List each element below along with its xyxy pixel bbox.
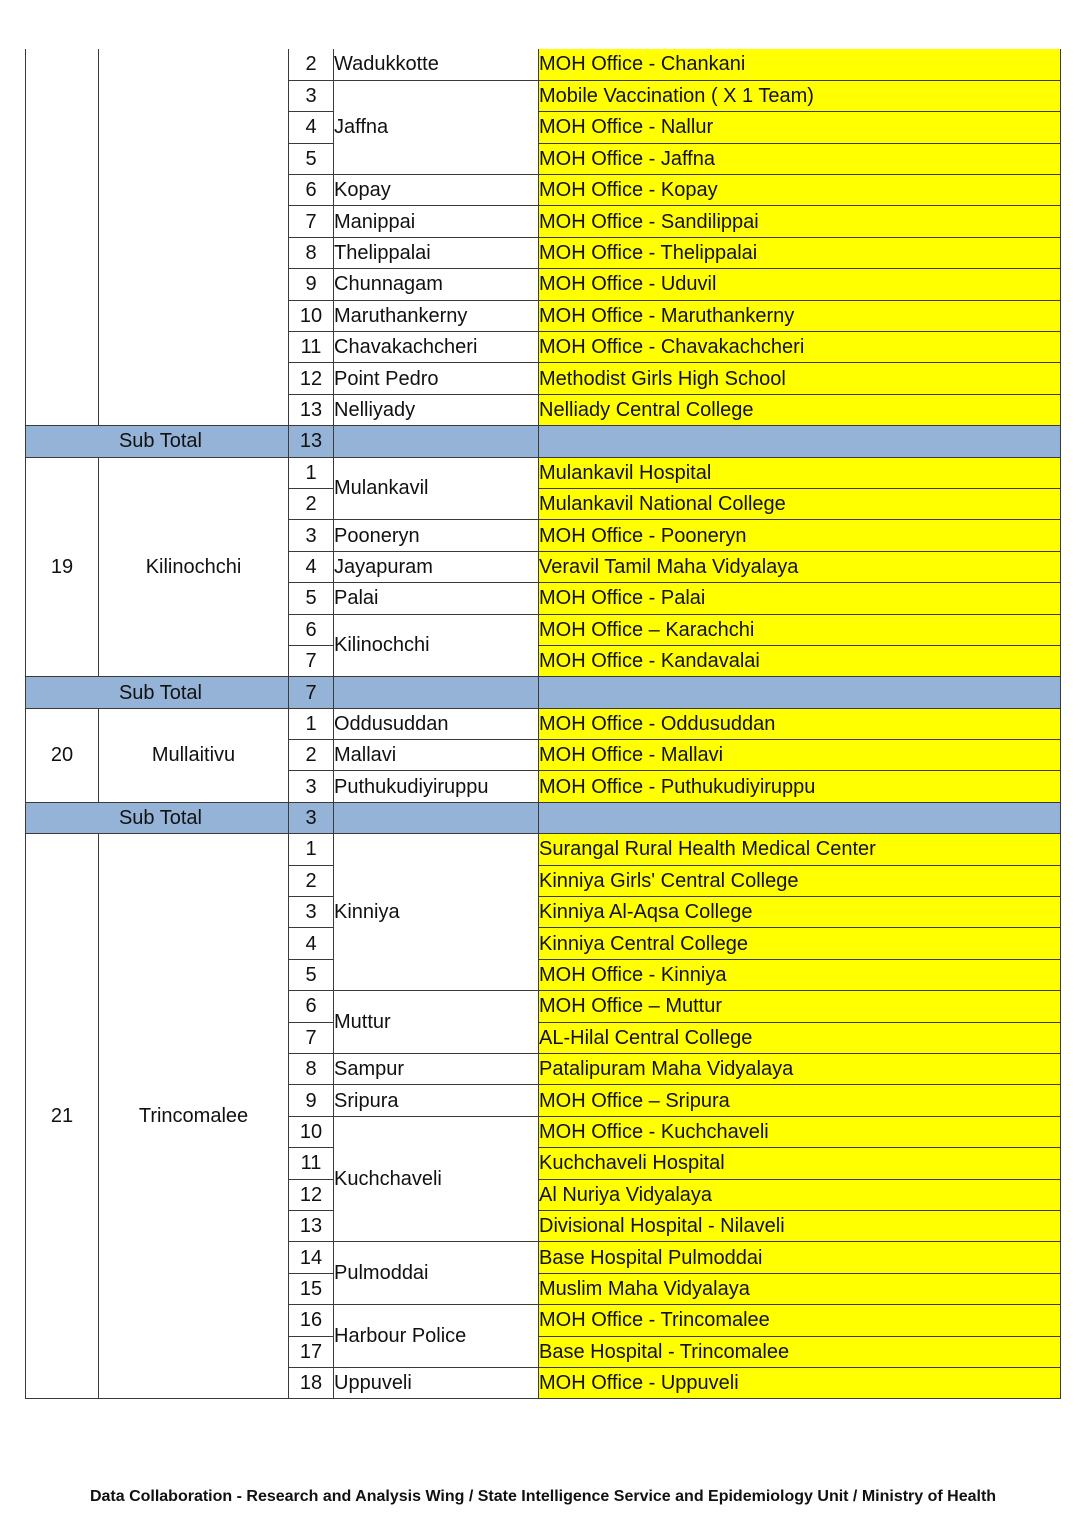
serial-number: 2 (289, 49, 334, 80)
vaccination-site: MOH Office - Uduvil (539, 269, 1061, 300)
serial-number: 3 (289, 771, 334, 802)
table-row (26, 457, 1061, 488)
table-row (26, 49, 1061, 80)
serial-number: 1 (289, 457, 334, 488)
vaccination-site: MOH Office - Kuchchaveli (539, 1116, 1061, 1147)
serial-number: 12 (289, 363, 334, 394)
moh-area: Muttur (334, 991, 539, 1054)
vaccination-site: MOH Office – Muttur (539, 991, 1061, 1022)
moh-area: Harbour Police (334, 1305, 539, 1368)
moh-area: Kopay (334, 175, 539, 206)
moh-area: Jaffna (334, 80, 539, 174)
serial-number: 17 (289, 1336, 334, 1367)
serial-number: 5 (289, 143, 334, 174)
subtotal-count: 3 (289, 802, 334, 833)
vaccination-centres-table (25, 49, 1061, 1399)
serial-number: 3 (289, 520, 334, 551)
serial-number: 16 (289, 1305, 334, 1336)
subtotal-blank (334, 677, 539, 708)
serial-number: 15 (289, 1273, 334, 1304)
subtotal-label: Sub Total (26, 426, 289, 457)
subtotal-blank (334, 426, 539, 457)
serial-number: 12 (289, 1179, 334, 1210)
serial-number: 2 (289, 740, 334, 771)
serial-number: 7 (289, 645, 334, 676)
moh-area: Chunnagam (334, 269, 539, 300)
serial-number: 9 (289, 1085, 334, 1116)
subtotal-row (26, 802, 1061, 833)
subtotal-count: 7 (289, 677, 334, 708)
moh-area: Nelliyady (334, 394, 539, 425)
table-row (26, 834, 1061, 865)
vaccination-site: Muslim Maha Vidyalaya (539, 1273, 1061, 1304)
moh-area: Wadukkotte (334, 49, 539, 80)
moh-area: Jayapuram (334, 551, 539, 582)
serial-number: 13 (289, 394, 334, 425)
vaccination-site: Mulankavil National College (539, 488, 1061, 519)
moh-area: Pulmoddai (334, 1242, 539, 1305)
serial-number: 3 (289, 897, 334, 928)
moh-area: Manippai (334, 206, 539, 237)
moh-area: Palai (334, 583, 539, 614)
vaccination-site: MOH Office - Uppuveli (539, 1367, 1061, 1398)
serial-number: 7 (289, 1022, 334, 1053)
serial-number: 8 (289, 1054, 334, 1085)
serial-number: 4 (289, 112, 334, 143)
vaccination-site: MOH Office - Jaffna (539, 143, 1061, 174)
serial-number: 11 (289, 332, 334, 363)
subtotal-blank (539, 802, 1061, 833)
subtotal-row (26, 677, 1061, 708)
subtotal-row (26, 426, 1061, 457)
subtotal-blank (539, 677, 1061, 708)
vaccination-site: Methodist Girls High School (539, 363, 1061, 394)
vaccination-site: MOH Office - Kinniya (539, 959, 1061, 990)
serial-number: 8 (289, 237, 334, 268)
moh-area: Kilinochchi (334, 614, 539, 677)
district-name (99, 49, 289, 426)
subtotal-blank (539, 426, 1061, 457)
moh-area: Chavakachcheri (334, 332, 539, 363)
vaccination-site: Kinniya Central College (539, 928, 1061, 959)
district-name: Trincomalee (99, 834, 289, 1399)
moh-area: Sampur (334, 1054, 539, 1085)
vaccination-site: Kinniya Girls' Central College (539, 865, 1061, 896)
table-row (26, 708, 1061, 739)
vaccination-site: MOH Office - Oddusuddan (539, 708, 1061, 739)
moh-area: Kinniya (334, 834, 539, 991)
vaccination-site: MOH Office - Puthukudiyiruppu (539, 771, 1061, 802)
vaccination-site: MOH Office - Palai (539, 583, 1061, 614)
serial-number: 5 (289, 959, 334, 990)
serial-number: 6 (289, 175, 334, 206)
district-number: 21 (26, 834, 99, 1399)
vaccination-site: MOH Office - Nallur (539, 112, 1061, 143)
vaccination-site: MOH Office - Sandilippai (539, 206, 1061, 237)
subtotal-label: Sub Total (26, 677, 289, 708)
vaccination-site: MOH Office - Mallavi (539, 740, 1061, 771)
moh-area: Oddusuddan (334, 708, 539, 739)
vaccination-site: MOH Office - Thelippalai (539, 237, 1061, 268)
serial-number: 14 (289, 1242, 334, 1273)
serial-number: 11 (289, 1148, 334, 1179)
vaccination-site: MOH Office - Chankani (539, 49, 1061, 80)
serial-number: 18 (289, 1367, 334, 1398)
district-name: Mullaitivu (99, 708, 289, 802)
serial-number: 9 (289, 269, 334, 300)
footer-credit: Data Collaboration - Research and Analysis Wing / State Intelligence Service and Epidemiology Unit / Ministry of Health (89, 1488, 997, 1505)
vaccination-site: Mobile Vaccination ( X 1 Team) (539, 80, 1061, 111)
vaccination-site: AL-Hilal Central College (539, 1022, 1061, 1053)
serial-number: 5 (289, 583, 334, 614)
subtotal-label: Sub Total (26, 802, 289, 833)
serial-number: 2 (289, 488, 334, 519)
serial-number: 10 (289, 1116, 334, 1147)
serial-number: 1 (289, 708, 334, 739)
moh-area: Kuchchaveli (334, 1116, 539, 1242)
vaccination-site: MOH Office – Sripura (539, 1085, 1061, 1116)
vaccination-site: Base Hospital - Trincomalee (539, 1336, 1061, 1367)
serial-number: 6 (289, 991, 334, 1022)
subtotal-blank (334, 802, 539, 833)
vaccination-site: MOH Office - Kandavalai (539, 645, 1061, 676)
moh-area: Maruthankerny (334, 300, 539, 331)
moh-area: Sripura (334, 1085, 539, 1116)
serial-number: 13 (289, 1210, 334, 1241)
vaccination-site: MOH Office - Kopay (539, 175, 1061, 206)
serial-number: 3 (289, 80, 334, 111)
serial-number: 2 (289, 865, 334, 896)
serial-number: 4 (289, 928, 334, 959)
vaccination-site: Base Hospital Pulmoddai (539, 1242, 1061, 1273)
moh-area: Point Pedro (334, 363, 539, 394)
vaccination-site: Veravil Tamil Maha Vidyalaya (539, 551, 1061, 582)
moh-area: Puthukudiyiruppu (334, 771, 539, 802)
district-number: 20 (26, 708, 99, 802)
vaccination-site: Kinniya Al-Aqsa College (539, 897, 1061, 928)
moh-area: Mallavi (334, 740, 539, 771)
district-name: Kilinochchi (99, 457, 289, 677)
vaccination-site: Kuchchaveli Hospital (539, 1148, 1061, 1179)
vaccination-site: Patalipuram Maha Vidyalaya (539, 1054, 1061, 1085)
vaccination-site: Nelliady Central College (539, 394, 1061, 425)
serial-number: 6 (289, 614, 334, 645)
vaccination-site: MOH Office – Karachchi (539, 614, 1061, 645)
vaccination-site: MOH Office - Chavakachcheri (539, 332, 1061, 363)
table-body (26, 49, 1061, 1399)
vaccination-site: MOH Office - Maruthankerny (539, 300, 1061, 331)
vaccination-site: Al Nuriya Vidyalaya (539, 1179, 1061, 1210)
moh-area: Mulankavil (334, 457, 539, 520)
subtotal-count: 13 (289, 426, 334, 457)
moh-area: Thelippalai (334, 237, 539, 268)
serial-number: 1 (289, 834, 334, 865)
moh-area: Pooneryn (334, 520, 539, 551)
district-number: 19 (26, 457, 99, 677)
serial-number: 7 (289, 206, 334, 237)
vaccination-site: MOH Office - Pooneryn (539, 520, 1061, 551)
vaccination-site: Mulankavil Hospital (539, 457, 1061, 488)
vaccination-site: Surangal Rural Health Medical Center (539, 834, 1061, 865)
moh-area: Uppuveli (334, 1367, 539, 1398)
vaccination-site: Divisional Hospital - Nilaveli (539, 1210, 1061, 1241)
vaccination-site: MOH Office - Trincomalee (539, 1305, 1061, 1336)
serial-number: 10 (289, 300, 334, 331)
serial-number: 4 (289, 551, 334, 582)
district-number (26, 49, 99, 426)
